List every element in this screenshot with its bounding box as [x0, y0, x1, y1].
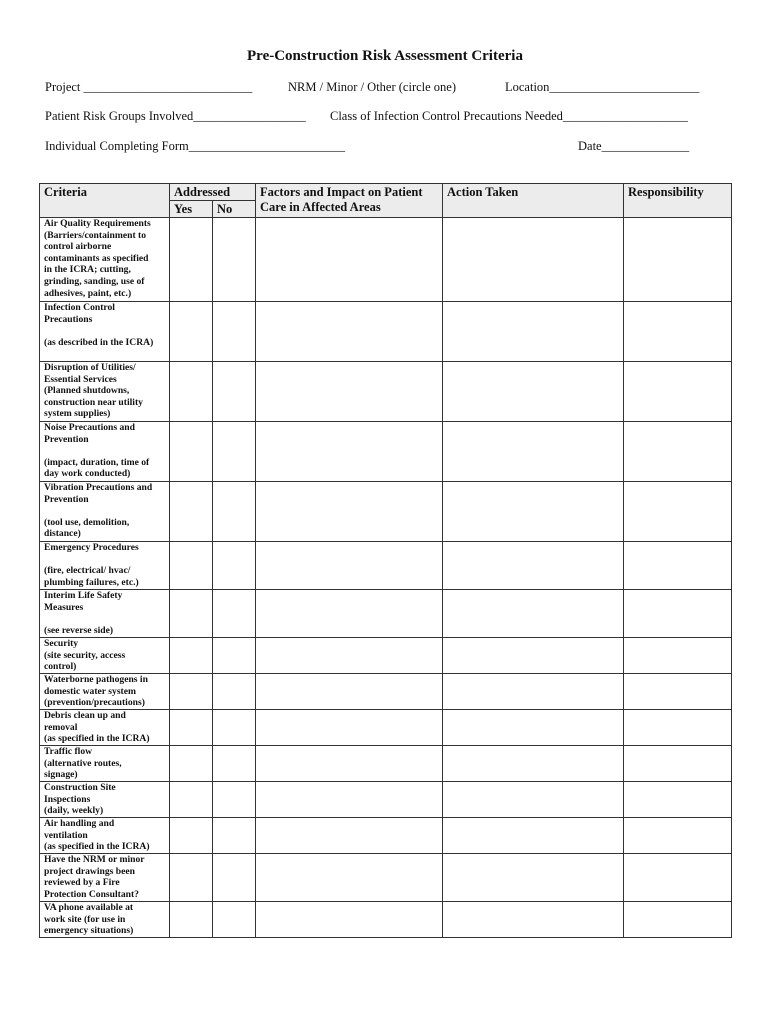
- table-row: [40, 782, 732, 818]
- responsibility-cell[interactable]: [624, 746, 732, 782]
- responsibility-cell[interactable]: [624, 674, 732, 710]
- responsibility-cell[interactable]: [624, 854, 732, 902]
- addressed-no-cell[interactable]: [213, 818, 256, 854]
- table-row: [40, 854, 732, 902]
- date-field[interactable]: Date______________: [578, 139, 690, 153]
- factors-impact-cell[interactable]: [256, 302, 443, 362]
- addressed-no-cell[interactable]: [213, 590, 256, 638]
- criteria-cell: Waterborne pathogens in domestic water system (prevention/precautions): [40, 674, 170, 710]
- action-taken-cell[interactable]: [443, 710, 624, 746]
- table-row: [40, 902, 732, 938]
- addressed-no-cell[interactable]: [213, 218, 256, 302]
- factors-impact-cell[interactable]: [256, 590, 443, 638]
- action-taken-cell[interactable]: [443, 362, 624, 422]
- table-row: [40, 422, 732, 482]
- action-taken-cell[interactable]: [443, 854, 624, 902]
- factors-impact-cell[interactable]: [256, 482, 443, 542]
- criteria-cell: Traffic flow (alternative routes, signage): [40, 746, 170, 782]
- addressed-no-cell[interactable]: [213, 638, 256, 674]
- action-taken-cell[interactable]: [443, 746, 624, 782]
- action-taken-cell[interactable]: [443, 818, 624, 854]
- criteria-cell: Emergency Procedures (fire, electrical/ hvac/ plumbing failures, etc.): [40, 542, 170, 590]
- action-taken-cell[interactable]: [443, 782, 624, 818]
- responsibility-cell[interactable]: [624, 542, 732, 590]
- action-taken-cell[interactable]: [443, 482, 624, 542]
- responsibility-cell[interactable]: [624, 590, 732, 638]
- action-taken-header: Action Taken: [443, 184, 624, 218]
- nrm-minor-other-field[interactable]: NRM / Minor / Other (circle one): [288, 80, 457, 94]
- action-taken-cell[interactable]: [443, 302, 624, 362]
- responsibility-cell[interactable]: [624, 638, 732, 674]
- addressed-yes-cell[interactable]: [170, 638, 213, 674]
- responsibility-header: Responsibility: [624, 184, 732, 218]
- criteria-cell: Air Quality Requirements (Barriers/containment to control airborne contaminants as specified in the ICRA; cutting, grinding, sanding, use of adhesives, paint, etc.): [40, 218, 170, 302]
- addressed-yes-cell[interactable]: [170, 674, 213, 710]
- addressed-yes-cell[interactable]: [170, 590, 213, 638]
- responsibility-cell[interactable]: [624, 818, 732, 854]
- responsibility-cell[interactable]: [624, 482, 732, 542]
- factors-impact-cell[interactable]: [256, 818, 443, 854]
- factors-impact-cell[interactable]: [256, 638, 443, 674]
- table-row: [40, 818, 732, 854]
- table-row: [40, 302, 732, 362]
- factors-impact-cell[interactable]: [256, 218, 443, 302]
- factors-impact-cell[interactable]: [256, 674, 443, 710]
- factors-impact-cell[interactable]: [256, 710, 443, 746]
- factors-impact-cell[interactable]: [256, 542, 443, 590]
- responsibility-cell[interactable]: [624, 782, 732, 818]
- location-field[interactable]: Location________________________: [505, 80, 700, 94]
- patient-risk-groups-field[interactable]: Patient Risk Groups Involved__________________: [45, 109, 306, 123]
- action-taken-cell[interactable]: [443, 422, 624, 482]
- table-row: [40, 362, 732, 422]
- criteria-cell: Security (site security, access control): [40, 638, 170, 674]
- table-row: [40, 482, 732, 542]
- responsibility-cell[interactable]: [624, 902, 732, 938]
- addressed-no-cell[interactable]: [213, 542, 256, 590]
- table-row: [40, 746, 732, 782]
- addressed-yes-cell[interactable]: [170, 218, 213, 302]
- criteria-cell: VA phone available at work site (for use in emergency situations): [40, 902, 170, 938]
- risk-criteria-table: [39, 183, 732, 938]
- action-taken-cell[interactable]: [443, 542, 624, 590]
- table-row: [40, 542, 732, 590]
- addressed-no-cell[interactable]: [213, 482, 256, 542]
- addressed-yes-cell[interactable]: [170, 482, 213, 542]
- responsibility-cell[interactable]: [624, 710, 732, 746]
- factors-impact-cell[interactable]: [256, 746, 443, 782]
- addressed-no-cell[interactable]: [213, 854, 256, 902]
- action-taken-cell[interactable]: [443, 902, 624, 938]
- addressed-yes-cell[interactable]: [170, 362, 213, 422]
- individual-completing-field[interactable]: Individual Completing Form_________________________: [45, 139, 345, 153]
- addressed-no-cell[interactable]: [213, 902, 256, 938]
- table-row: [40, 218, 732, 302]
- addressed-yes-cell[interactable]: [170, 746, 213, 782]
- addressed-header: Addressed: [170, 184, 256, 201]
- addressed-no-cell[interactable]: [213, 674, 256, 710]
- addressed-yes-cell[interactable]: [170, 422, 213, 482]
- addressed-yes-cell[interactable]: [170, 782, 213, 818]
- project-field[interactable]: Project ___________________________: [45, 80, 253, 94]
- factors-impact-cell[interactable]: [256, 422, 443, 482]
- action-taken-cell[interactable]: [443, 638, 624, 674]
- addressed-no-cell[interactable]: [213, 422, 256, 482]
- criteria-cell: Infection Control Precautions (as described in the ICRA): [40, 302, 170, 362]
- addressed-yes-cell[interactable]: [170, 710, 213, 746]
- action-taken-cell[interactable]: [443, 218, 624, 302]
- addressed-no-cell[interactable]: [213, 302, 256, 362]
- criteria-cell: Debris clean up and removal (as specified in the ICRA): [40, 710, 170, 746]
- addressed-no-cell[interactable]: [213, 710, 256, 746]
- criteria-cell: Construction Site Inspections (daily, weekly): [40, 782, 170, 818]
- action-taken-cell[interactable]: [443, 590, 624, 638]
- responsibility-cell[interactable]: [624, 362, 732, 422]
- factors-impact-header: Factors and Impact on Patient Care in Affected Areas: [256, 184, 443, 218]
- table-row: [40, 590, 732, 638]
- addressed-yes-cell[interactable]: [170, 818, 213, 854]
- table-row: [40, 674, 732, 710]
- factors-impact-cell[interactable]: [256, 782, 443, 818]
- criteria-cell: Interim Life Safety Measures (see reverse side): [40, 590, 170, 638]
- addressed-no-cell[interactable]: [213, 746, 256, 782]
- addressed-yes-header: Yes: [170, 201, 213, 218]
- factors-impact-cell[interactable]: [256, 854, 443, 902]
- table-row: [40, 710, 732, 746]
- responsibility-cell[interactable]: [624, 302, 732, 362]
- addressed-yes-cell[interactable]: [170, 302, 213, 362]
- table-row: [40, 638, 732, 674]
- factors-impact-cell[interactable]: [256, 902, 443, 938]
- addressed-no-cell[interactable]: [213, 782, 256, 818]
- criteria-cell: Air handling and ventilation (as specified in the ICRA): [40, 818, 170, 854]
- criteria-cell: Have the NRM or minor project drawings been reviewed by a Fire Protection Consultant?: [40, 854, 170, 902]
- addressed-yes-cell[interactable]: [170, 542, 213, 590]
- addressed-no-header: No: [213, 201, 256, 218]
- page-title: Pre-Construction Risk Assessment Criteria: [247, 48, 523, 64]
- factors-impact-cell[interactable]: [256, 362, 443, 422]
- addressed-yes-cell[interactable]: [170, 902, 213, 938]
- criteria-header: Criteria: [40, 184, 170, 218]
- infection-control-class-field[interactable]: Class of Infection Control Precautions Needed____________________: [330, 109, 688, 123]
- criteria-cell: Vibration Precautions and Prevention (tool use, demolition, distance): [40, 482, 170, 542]
- responsibility-cell[interactable]: [624, 218, 732, 302]
- addressed-yes-cell[interactable]: [170, 854, 213, 902]
- addressed-no-cell[interactable]: [213, 362, 256, 422]
- action-taken-cell[interactable]: [443, 674, 624, 710]
- criteria-cell: Noise Precautions and Prevention (impact, duration, time of day work conducted): [40, 422, 170, 482]
- responsibility-cell[interactable]: [624, 422, 732, 482]
- criteria-cell: Disruption of Utilities/ Essential Services (Planned shutdowns, construction near utility system supplies): [40, 362, 170, 422]
